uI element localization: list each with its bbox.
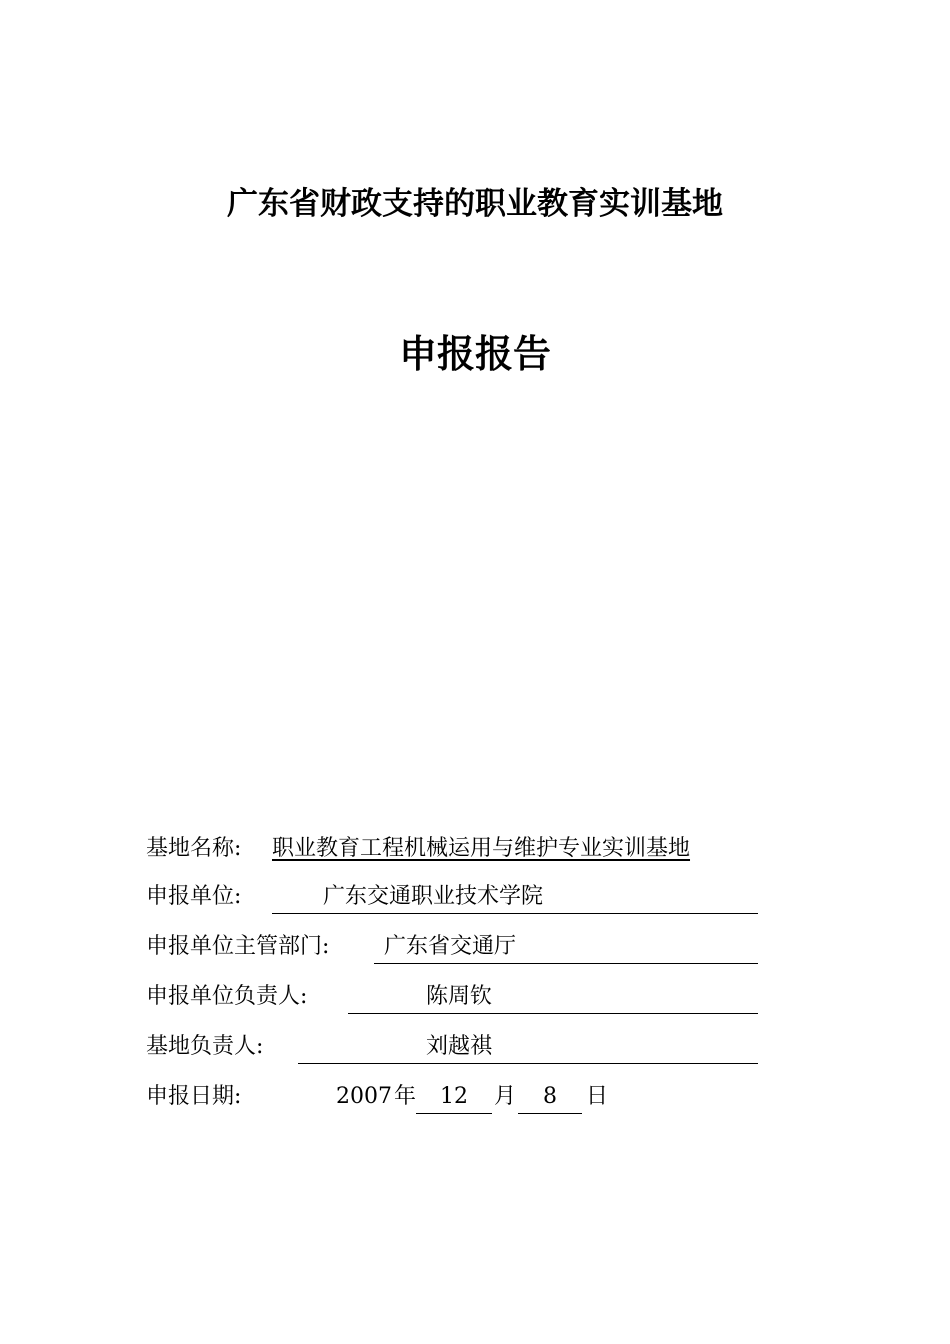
field-date-month-underline [416,1080,492,1114]
field-base-head-label: 基地负责人: [146,1034,264,1059]
field-base-name-value: 职业教育工程机械运用与维护专业实训基地 [272,836,691,861]
field-unit-value: 广东交通职业技术学院 [323,884,544,909]
field-authority-value: 广东省交通厅 [384,934,517,959]
document-subtitle: 申报报告 [398,332,551,376]
field-authority [146,930,758,964]
field-date-month-unit: 月 [494,1084,517,1109]
field-date-day: 8 [543,1084,557,1109]
field-unit-head-underline [348,980,758,1014]
field-unit-underline [272,880,758,914]
field-date-month: 12 [440,1084,468,1109]
field-base-head-value: 刘越祺 [426,1034,493,1059]
field-date-year-unit: 年 [394,1084,417,1109]
field-date [146,1080,646,1114]
field-unit [146,880,758,914]
field-authority-label: 申报单位主管部门: [146,934,330,959]
field-unit-head [146,980,758,1014]
field-base-name [146,832,758,866]
field-date-day-unit: 日 [586,1084,609,1109]
field-base-head-underline [298,1030,758,1064]
field-unit-label: 申报单位: [146,884,242,909]
field-unit-head-label: 申报单位负责人: [146,984,308,1009]
field-unit-head-value: 陈周钦 [426,984,493,1009]
field-authority-underline [374,930,758,964]
field-base-name-label: 基地名称: [146,836,242,861]
field-base-head [146,1030,758,1064]
field-date-label: 申报日期: [146,1084,242,1109]
document-title: 广东省财政支持的职业教育实训基地 [227,186,723,222]
field-date-day-underline [518,1080,582,1114]
field-date-year: 2007 [336,1084,392,1109]
